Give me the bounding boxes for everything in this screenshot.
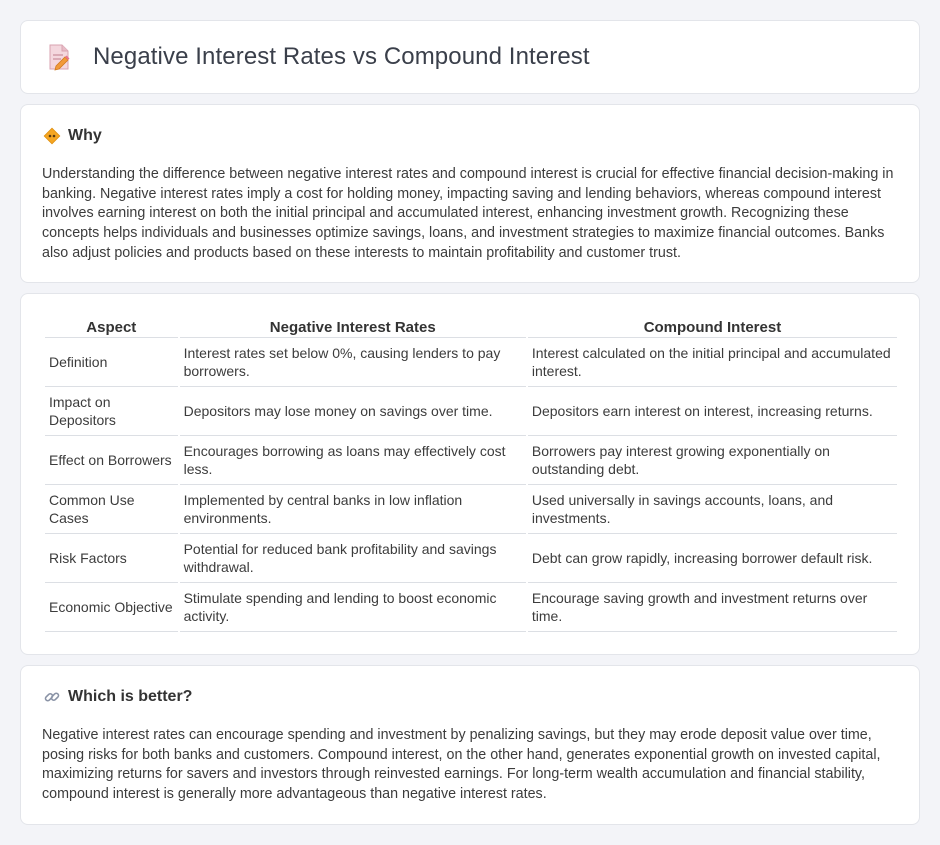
warning-diamond-icon (43, 127, 61, 145)
page-title-row (47, 43, 590, 71)
compound-cell: Interest calculated on the initial principal and accumulated interest. (528, 338, 897, 387)
better-section (20, 665, 920, 825)
header-card (20, 20, 920, 94)
table-header-row (45, 316, 897, 338)
comparison-table (43, 316, 899, 632)
negative-cell: Encourages borrowing as loans may effectively cost less. (180, 436, 526, 485)
page-title: Negative Interest Rates vs Compound Interest (93, 43, 590, 70)
aspect-cell: Economic Objective (45, 583, 178, 632)
why-text: Understanding the difference between negative interest rates and compound interest is crucial for effective financial decision-making in banking. Negative interest rates imply a cost for holding money, impacting saving and lending behaviors, whereas compound interest involves earning interest on both the initial principal and accumulated interest, enhancing investment growth. Recognizing these concepts helps individuals and businesses optimize savings, loans, and investment strategies to maximize financial outcomes. Banks also adjust policies and products based on these interests to maintain profitability and customer trust. (42, 166, 894, 261)
compound-cell: Borrowers pay interest growing exponentially on outstanding debt. (528, 436, 897, 485)
header-negative-interest: Negative Interest Rates (180, 316, 526, 338)
compound-cell: Used universally in savings accounts, loans, and investments. (528, 485, 897, 534)
aspect-cell: Definition (45, 338, 178, 387)
table-row (45, 485, 897, 534)
header-compound-interest: Compound Interest (528, 316, 897, 338)
negative-cell: Potential for reduced bank profitability and savings withdrawal. (180, 534, 526, 583)
compound-cell: Depositors earn interest on interest, increasing returns. (528, 387, 897, 436)
table-row (45, 436, 897, 485)
table-row (45, 534, 897, 583)
table-row (45, 387, 897, 436)
negative-cell: Depositors may lose money on savings over time. (180, 387, 526, 436)
aspect-cell: Impact on Depositors (45, 387, 178, 436)
aspect-cell: Common Use Cases (45, 485, 178, 534)
aspect-cell: Effect on Borrowers (45, 436, 178, 485)
why-title: Why (68, 127, 102, 144)
negative-cell: Implemented by central banks in low inflation environments. (180, 485, 526, 534)
better-heading (43, 688, 192, 706)
better-text: Negative interest rates can encourage spending and investment by penalizing savings, but they may erode deposit value over time, posing risks for both banks and customers. Compound interest, on the other hand, generates exponential growth on invested capital, maximizing returns for savers and investors through reinvested earnings. For long-term wealth accumulation and financial stability, compound interest is generally more advantageous than negative interest rates. (42, 727, 881, 803)
comparison-section (20, 293, 920, 655)
header-aspect: Aspect (45, 316, 178, 338)
better-title: Which is better? (68, 688, 193, 705)
why-section (20, 104, 920, 283)
negative-cell: Interest rates set below 0%, causing lenders to pay borrowers. (180, 338, 526, 387)
table-row (45, 583, 897, 632)
compound-cell: Encourage saving growth and investment returns over time. (528, 583, 897, 632)
aspect-cell: Risk Factors (45, 534, 178, 583)
link-icon (43, 688, 61, 706)
table-row (45, 338, 897, 387)
compound-cell: Debt can grow rapidly, increasing borrower default risk. (528, 534, 897, 583)
document-pencil-icon (47, 43, 71, 71)
negative-cell: Stimulate spending and lending to boost economic activity. (180, 583, 526, 632)
why-heading (43, 127, 102, 145)
